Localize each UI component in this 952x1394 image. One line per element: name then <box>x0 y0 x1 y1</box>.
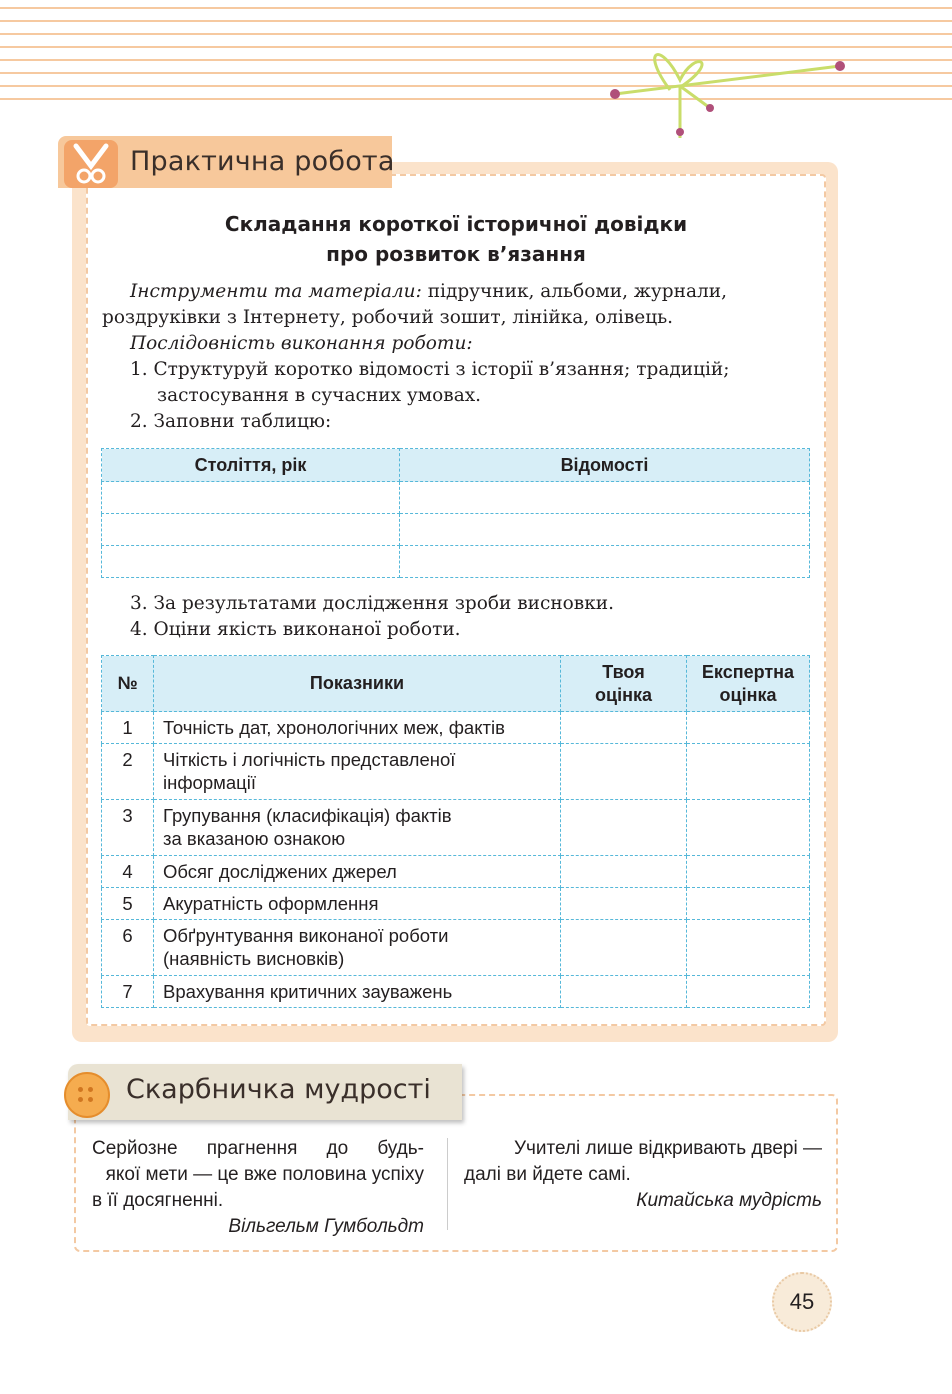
own-score-cell[interactable] <box>561 712 687 744</box>
row-number: 3 <box>102 800 154 856</box>
table-cell[interactable] <box>102 546 400 578</box>
own-score-cell[interactable] <box>561 976 687 1008</box>
tools-line2: роздруківки з Інтернету, робочий зошит, лінійка, олівець. <box>102 307 674 328</box>
step-1-line2: застосування в сучасних умовах. <box>157 385 482 406</box>
expert-score-cell[interactable] <box>687 976 810 1008</box>
row-number: 4 <box>102 856 154 888</box>
indicator-text: Акуратність оформлення <box>154 888 561 920</box>
column-header-own-score: Твоя оцінка <box>561 656 687 712</box>
quote-divider <box>447 1138 448 1230</box>
expert-score-cell[interactable] <box>687 888 810 920</box>
row-number: 2 <box>102 744 154 800</box>
row-number: 6 <box>102 920 154 976</box>
table-cell[interactable] <box>400 514 810 546</box>
assessment-table <box>101 655 810 1008</box>
step-3: 3. За результатами дослідження зроби висновки. <box>130 593 614 614</box>
row-number: 1 <box>102 712 154 744</box>
own-score-cell[interactable] <box>561 800 687 856</box>
step-4: 4. Оціни якість виконаної роботи. <box>130 619 461 640</box>
step-1-line1: 1. Структуруй коротко відомості з історії в’язання; традицій; <box>130 359 730 380</box>
quote-chinese: Учителі лише відкривають двері — далі ви йдете самі. Китайська мудрість <box>464 1136 822 1214</box>
own-score-cell[interactable] <box>561 856 687 888</box>
indicator-text: Обсяг досліджених джерел <box>154 856 561 888</box>
own-score-cell[interactable] <box>561 744 687 800</box>
own-score-cell[interactable] <box>561 888 687 920</box>
ribbon-bow-icon <box>600 40 860 150</box>
table-cell[interactable] <box>102 514 400 546</box>
expert-score-cell[interactable] <box>687 856 810 888</box>
practical-work-title: Практична робота <box>130 146 395 177</box>
indicator-text: Групування (класифікація) фактів за вказаною ознакою <box>154 800 561 856</box>
table-row <box>102 888 810 920</box>
table-cell[interactable] <box>400 546 810 578</box>
quote-chinese-author: Китайська мудрість <box>636 1190 822 1211</box>
row-number: 7 <box>102 976 154 1008</box>
table-row <box>102 920 810 976</box>
scissors-icon <box>64 140 118 188</box>
tools-label: Інструменти та матеріали: <box>130 281 422 302</box>
expert-score-cell[interactable] <box>687 800 810 856</box>
table-cell[interactable] <box>400 482 810 514</box>
step-2: 2. Заповни таблицю: <box>130 411 332 432</box>
wisdom-title: Скарбничка мудрості <box>126 1074 431 1105</box>
expert-score-cell[interactable] <box>687 712 810 744</box>
own-score-cell[interactable] <box>561 920 687 976</box>
table-row <box>102 712 810 744</box>
table-row <box>102 856 810 888</box>
table-row <box>102 976 810 1008</box>
column-header-indicators: Показники <box>154 656 561 712</box>
column-header-century: Століття, рік <box>102 449 400 482</box>
indicator-text: Точність дат, хронологічних меж, фактів <box>154 712 561 744</box>
history-table <box>101 448 810 578</box>
doc-title-line2: про розвиток в’язання <box>326 242 586 266</box>
tools-text1: підручник, альбоми, журнали, <box>421 281 727 302</box>
table-cell[interactable] <box>102 482 400 514</box>
button-icon <box>64 1072 110 1118</box>
sequence-label: Послідовність виконання роботи: <box>130 333 473 354</box>
quote-humboldt-author: Вільгельм Гумбольдт <box>228 1216 424 1237</box>
page-number: 45 <box>772 1272 832 1332</box>
column-header-expert-score: Експертна оцінка <box>687 656 810 712</box>
doc-title-line1: Складання короткої історичної довідки <box>224 212 688 236</box>
indicator-text: Обґрунтування виконаної роботи (наявність висновків) <box>154 920 561 976</box>
column-header-info: Відомості <box>400 449 810 482</box>
table-row <box>102 800 810 856</box>
quote-humboldt: Серйозне прагнення до будь- якої мети — це вже половина успіху в її досягненні. Вільгельм Гумбольдт <box>92 1136 424 1240</box>
column-header-number: № <box>102 656 154 712</box>
tools-line1 <box>130 281 727 302</box>
expert-score-cell[interactable] <box>687 744 810 800</box>
row-number: 5 <box>102 888 154 920</box>
indicator-text: Чіткість і логічність представленої інформації <box>154 744 561 800</box>
table-row <box>102 744 810 800</box>
indicator-text: Врахування критичних зауважень <box>154 976 561 1008</box>
expert-score-cell[interactable] <box>687 920 810 976</box>
